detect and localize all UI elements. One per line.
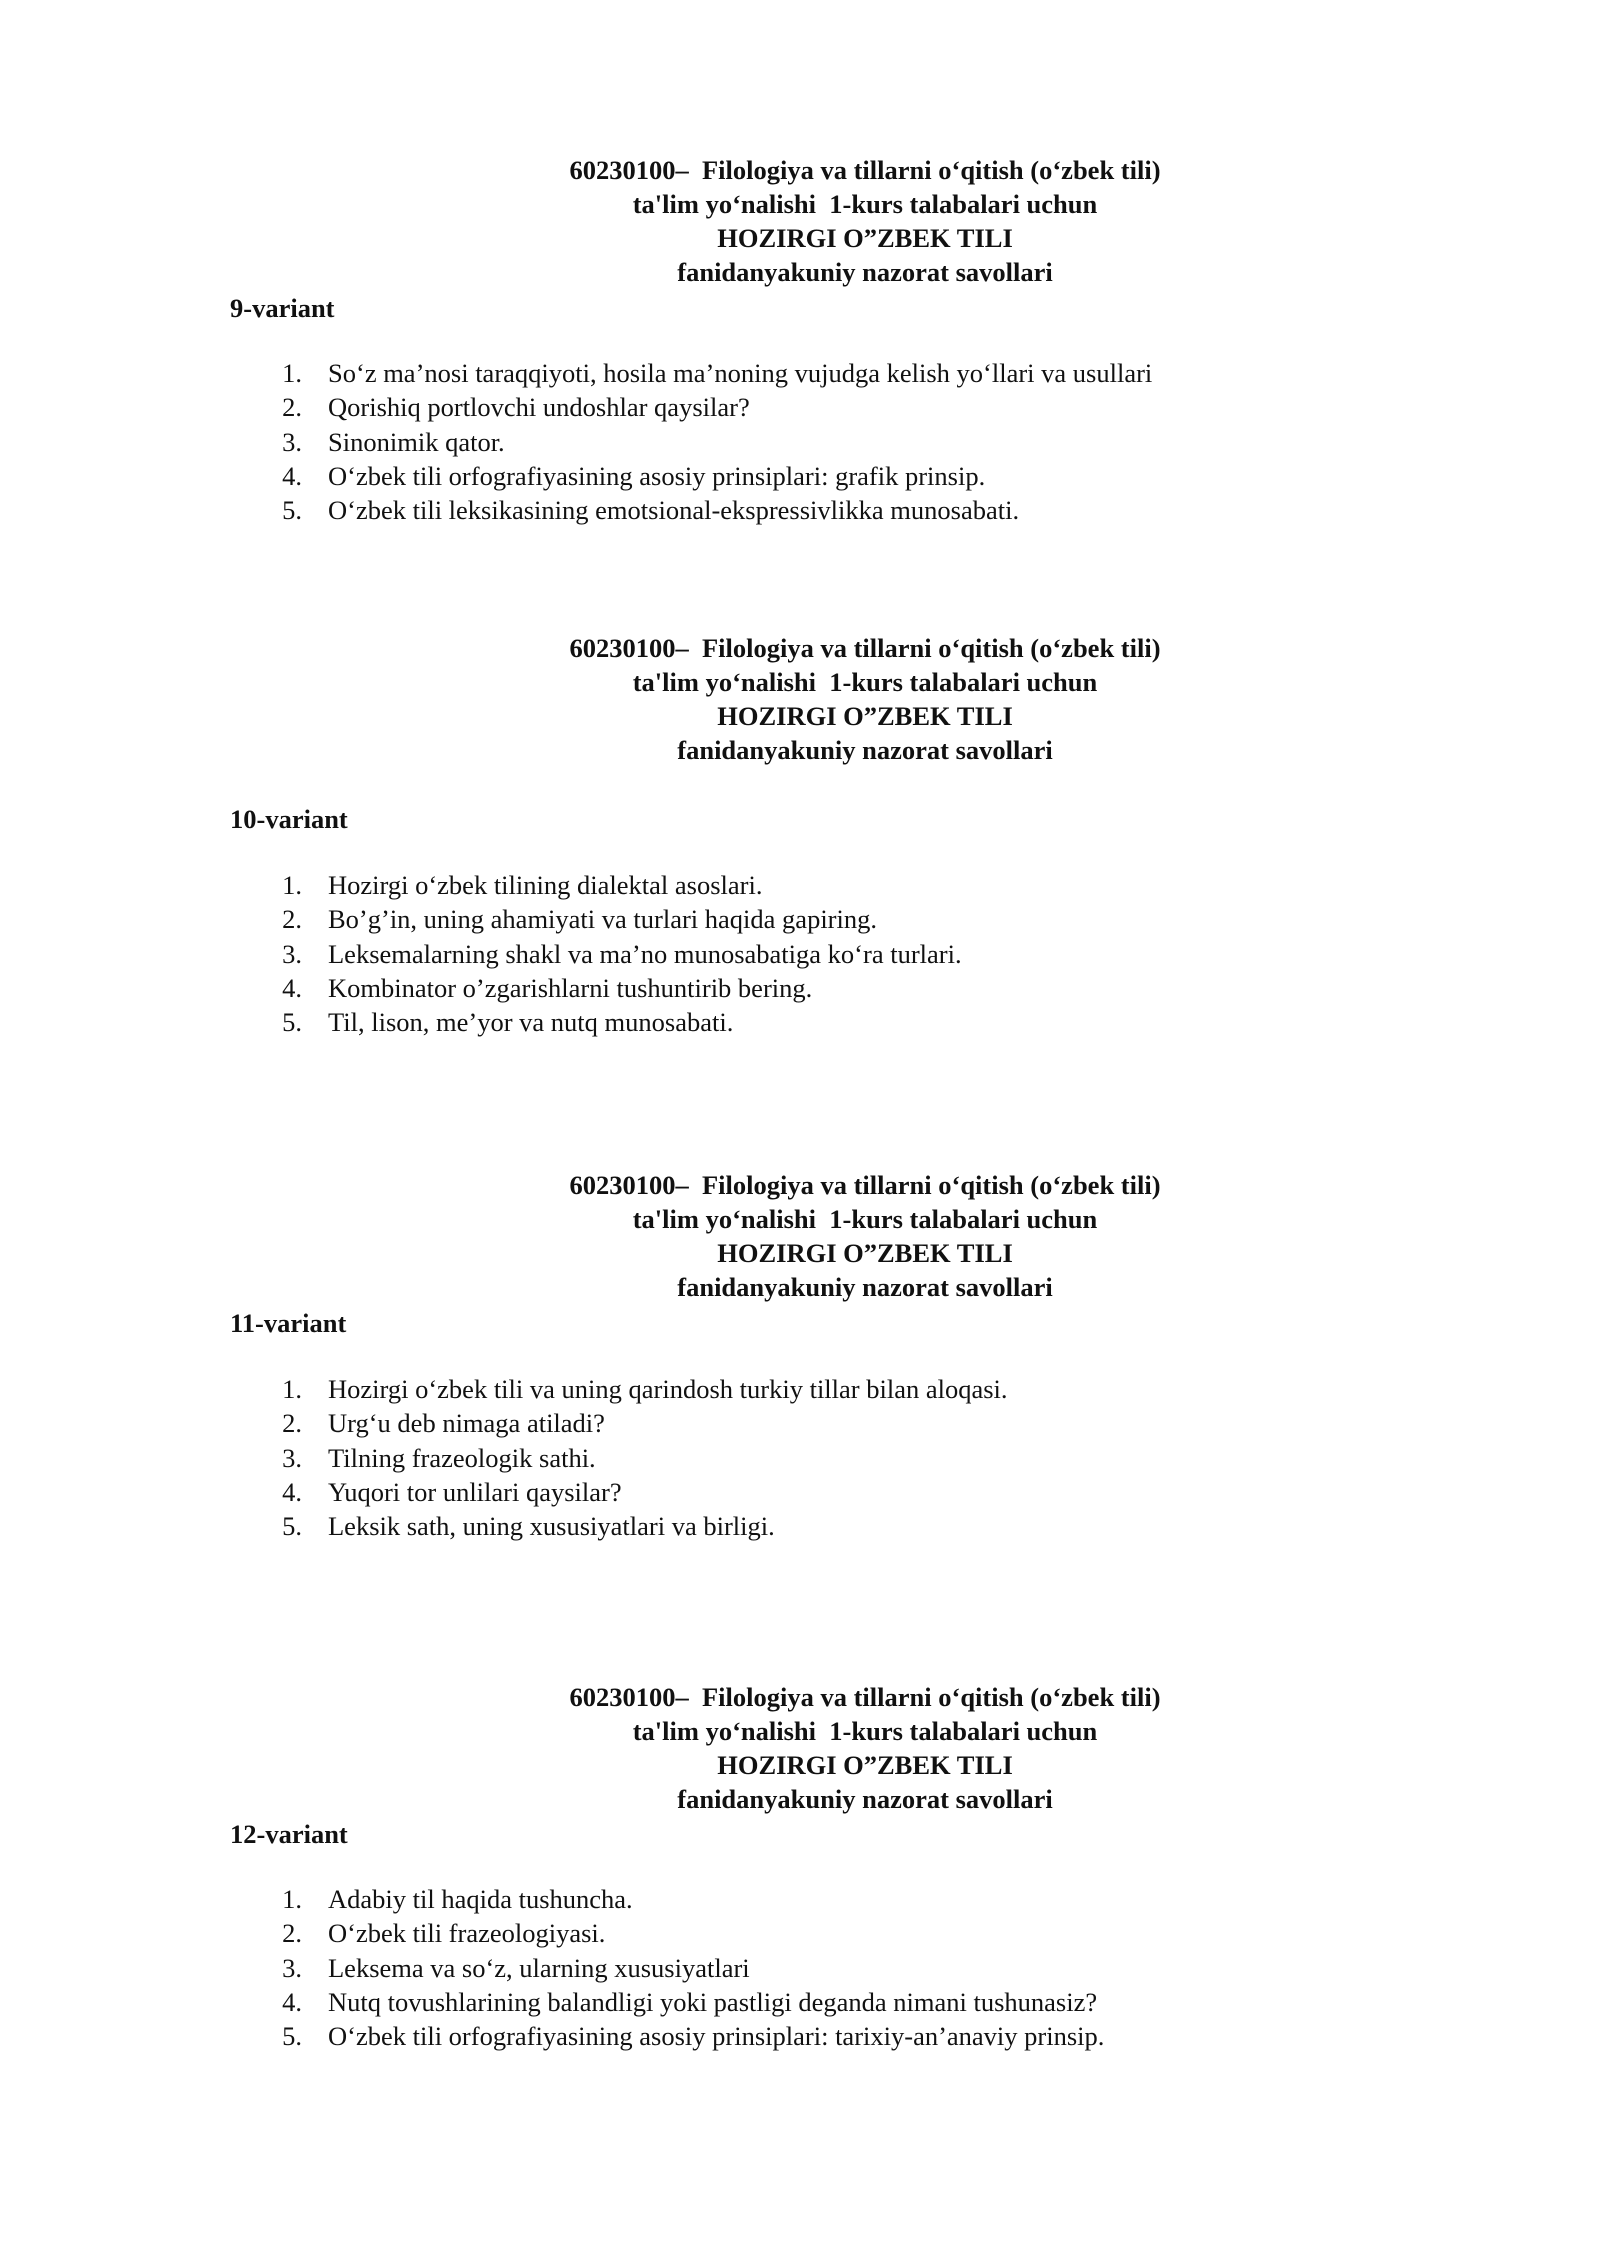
question-item — [0, 1985, 1600, 2019]
question-list — [0, 356, 1600, 527]
subject-title: HOZIRGI O”ZBEK TILI — [717, 701, 1013, 731]
variant-label: 12-variant — [230, 1819, 348, 1849]
question-item — [0, 1509, 1600, 1543]
question-item — [0, 425, 1600, 459]
question-text: Bo’g’in, uning ahamiyati va turlari haqida gapiring. — [328, 904, 877, 935]
question-number: 2. — [282, 392, 302, 423]
question-text: Leksema va so‘z, ularning xususiyatlari — [328, 1952, 750, 1983]
question-text: Hozirgi o‘zbek tili va uning qarindosh turkiy tillar bilan aloqasi. — [328, 1374, 1008, 1404]
question-number: 1. — [282, 358, 302, 388]
question-text: O‘zbek tili orfografiyasining asosiy prinsiplari: grafik prinsip. — [328, 460, 986, 491]
question-list — [0, 1372, 1600, 1543]
subject-title: HOZIRGI O”ZBEK TILI — [717, 1238, 1013, 1268]
question-number: 2. — [282, 904, 302, 935]
question-number: 2. — [282, 1918, 302, 1949]
question-item — [0, 493, 1600, 527]
subject-title: HOZIRGI O”ZBEK TILI — [717, 1750, 1013, 1780]
question-text: Sinonimik qator. — [328, 426, 505, 457]
question-text: O‘zbek tili orfografiyasining asosiy prinsiplari: tarixiy-an’anaviy prinsip. — [328, 2021, 1105, 2052]
question-text: Til, lison, me’yor va nutq munosabati. — [328, 1007, 734, 1038]
program-code-line: 60230100– Filologiya va tillarni o‘qitish (o‘zbek tili) — [569, 633, 1161, 663]
question-text: Urg‘u deb nimaga atiladi? — [328, 1408, 605, 1439]
question-number: 3. — [282, 938, 302, 969]
question-item — [0, 902, 1600, 936]
question-number: 5. — [282, 1007, 302, 1038]
exam-type-line: fanidanyakuniy nazorat savollari — [677, 1272, 1053, 1302]
question-text: Yuqori tor unlilari qaysilar? — [328, 1476, 622, 1507]
question-number: 1. — [282, 1374, 302, 1404]
course-line: ta'lim yo‘nalishi 1-kurs talabalari uchun — [632, 1204, 1098, 1234]
question-item — [0, 1441, 1600, 1475]
question-text: Qorishiq portlovchi undoshlar qaysilar? — [328, 392, 750, 423]
section-header — [0, 631, 1600, 767]
question-number: 3. — [282, 1442, 302, 1473]
program-code-line: 60230100– Filologiya va tillarni o‘qitish (o‘zbek tili) — [569, 155, 1161, 185]
question-item — [0, 1475, 1600, 1509]
question-item — [0, 868, 1600, 902]
question-item — [0, 1372, 1600, 1406]
program-code-line: 60230100– Filologiya va tillarni o‘qitish (o‘zbek tili) — [569, 1170, 1161, 1200]
program-code-line: 60230100– Filologiya va tillarni o‘qitish (o‘zbek tili) — [569, 1682, 1161, 1712]
question-number: 4. — [282, 1986, 302, 2017]
course-line: ta'lim yo‘nalishi 1-kurs talabalari uchun — [632, 1716, 1098, 1746]
question-text: So‘z ma’nosi taraqqiyoti, hosila ma’noning vujudga kelish yo‘llari va usullari — [328, 358, 1153, 388]
section-header — [0, 1168, 1600, 1304]
question-item — [0, 459, 1600, 493]
subject-title: HOZIRGI O”ZBEK TILI — [717, 223, 1013, 253]
question-number: 5. — [282, 495, 302, 526]
section-header — [0, 1680, 1600, 1816]
question-text: Hozirgi o‘zbek tilining dialektal asoslari. — [328, 870, 763, 900]
variant-label: 9-variant — [230, 293, 335, 323]
question-text: Kombinator o’zgarishlarni tushuntirib bering. — [328, 972, 813, 1003]
question-number: 3. — [282, 1952, 302, 1983]
question-list — [0, 1882, 1600, 2053]
question-item — [0, 1916, 1600, 1950]
question-number: 4. — [282, 460, 302, 491]
question-item — [0, 2019, 1600, 2053]
question-number: 3. — [282, 426, 302, 457]
variant-label: 11-variant — [230, 1308, 347, 1338]
question-item — [0, 1005, 1600, 1039]
question-number: 5. — [282, 1511, 302, 1542]
question-number: 5. — [282, 2021, 302, 2052]
section-header — [0, 153, 1600, 289]
question-item — [0, 1882, 1600, 1916]
exam-type-line: fanidanyakuniy nazorat savollari — [677, 735, 1053, 765]
question-number: 2. — [282, 1408, 302, 1439]
course-line: ta'lim yo‘nalishi 1-kurs talabalari uchun — [632, 189, 1098, 219]
question-item — [0, 390, 1600, 424]
question-text: O‘zbek tili frazeologiyasi. — [328, 1918, 606, 1949]
question-number: 1. — [282, 870, 302, 900]
question-item — [0, 937, 1600, 971]
question-text: O‘zbek tili leksikasining emotsional-ekspressivlikka munosabati. — [328, 495, 1020, 526]
question-text: Leksemalarning shakl va ma’no munosabatiga ko‘ra turlari. — [328, 938, 962, 969]
question-item — [0, 971, 1600, 1005]
exam-type-line: fanidanyakuniy nazorat savollari — [677, 1784, 1053, 1814]
question-item — [0, 1951, 1600, 1985]
exam-type-line: fanidanyakuniy nazorat savollari — [677, 257, 1053, 287]
question-list — [0, 868, 1600, 1039]
course-line: ta'lim yo‘nalishi 1-kurs talabalari uchun — [632, 667, 1098, 697]
variant-label: 10-variant — [230, 804, 348, 834]
question-number: 1. — [282, 1884, 302, 1914]
question-text: Nutq tovushlarining balandligi yoki pastligi deganda nimani tushunasiz? — [328, 1986, 1098, 2017]
question-number: 4. — [282, 972, 302, 1003]
question-text: Tilning frazeologik sathi. — [328, 1442, 596, 1473]
question-item — [0, 356, 1600, 390]
question-text: Leksik sath, uning xususiyatlari va birligi. — [328, 1511, 775, 1542]
question-item — [0, 1406, 1600, 1440]
question-text: Adabiy til haqida tushuncha. — [328, 1884, 633, 1914]
question-number: 4. — [282, 1476, 302, 1507]
